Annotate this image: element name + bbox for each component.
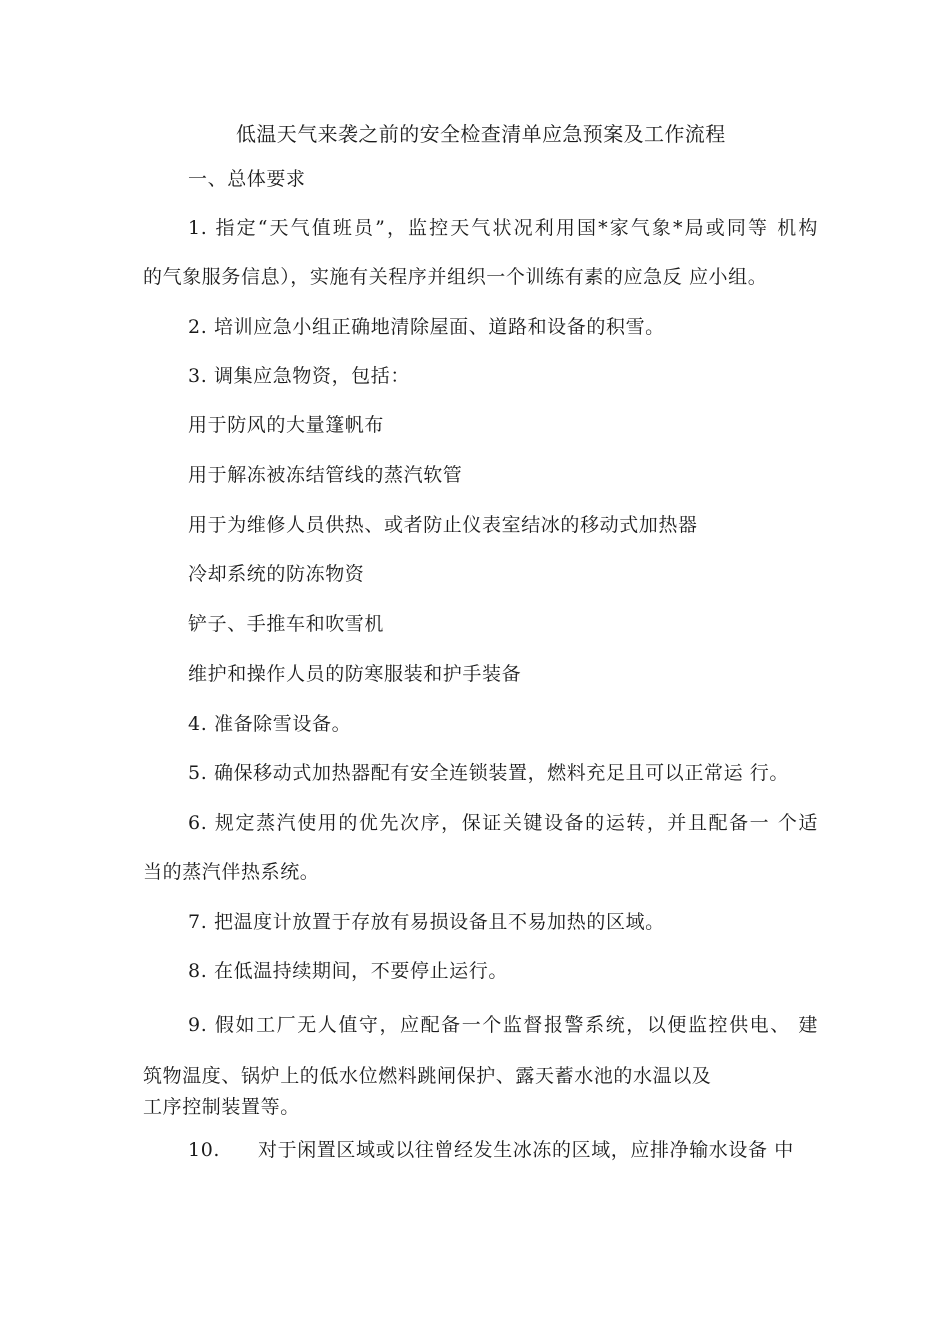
paragraph-line: 1. 指定“天气值班员”，监控天气状况利用国*家气象*局或同等 机构 bbox=[188, 217, 818, 239]
list-item: 维护和操作人员的防寒服装和护手装备 bbox=[188, 663, 522, 685]
list-item: 用于为维修人员供热、或者防止仪表室结冰的移动式加热器 bbox=[188, 514, 698, 536]
paragraph-line-item-10 bbox=[188, 1138, 818, 1162]
paragraph-line: 7. 把温度计放置于存放有易损设备且不易加热的区域。 bbox=[188, 911, 665, 933]
list-item: 用于防风的大量篷帆布 bbox=[188, 414, 385, 436]
paragraph-line: 5. 确保移动式加热器配有安全连锁装置，燃料充足且可以正常运 行。 bbox=[188, 762, 790, 784]
list-item: 用于解冻被冻结管线的蒸汽软管 bbox=[188, 464, 463, 486]
paragraph-line: 当的蒸汽伴热系统。 bbox=[143, 861, 320, 883]
list-item: 冷却系统的防冻物资 bbox=[188, 563, 365, 585]
paragraph-line: 6. 规定蒸汽使用的优先次序，保证关键设备的运转，并且配备一 个适 bbox=[188, 812, 818, 834]
list-item: 铲子、手推车和吹雪机 bbox=[188, 613, 385, 635]
section-heading: 一、总体要求 bbox=[188, 168, 306, 190]
paragraph-line: 的气象服务信息），实施有关程序并组织一个训练有素的应急反 应小组。 bbox=[143, 266, 768, 288]
document-title: 低温天气来袭之前的安全检查清单应急预案及工作流程 bbox=[236, 122, 726, 146]
paragraph-line: 工序控制装置等。 bbox=[143, 1096, 300, 1118]
paragraph-line: 2. 培训应急小组正确地清除屋面、道路和设备的积雪。 bbox=[188, 316, 665, 338]
paragraph-line: 8. 在低温持续期间，不要停止运行。 bbox=[188, 960, 508, 982]
paragraph-line: 4. 准备除雪设备。 bbox=[188, 713, 352, 735]
paragraph-line: 3. 调集应急物资，包括： bbox=[188, 365, 410, 387]
paragraph-line: 9. 假如工厂无人值守，应配备一个监督报警系统，以便监控供电、 建 bbox=[188, 1014, 818, 1036]
item-text: 对于闲置区域或以往曾经发生冰冻的区域，应排净输水设备 中 bbox=[258, 1139, 794, 1161]
paragraph-line: 筑物温度、锅炉上的低水位燃料跳闸保护、露天蓄水池的水温以及 bbox=[143, 1065, 712, 1087]
item-number: 10. bbox=[188, 1139, 221, 1161]
